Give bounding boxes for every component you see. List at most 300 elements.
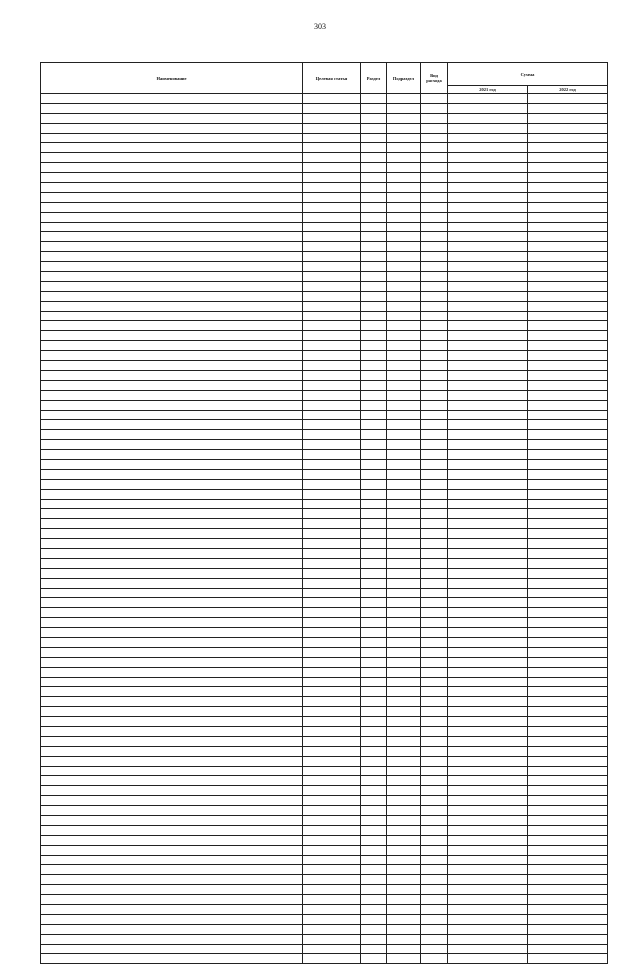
cell-name bbox=[41, 677, 303, 687]
cell-section bbox=[361, 588, 387, 598]
cell-amount-2021 bbox=[448, 687, 528, 697]
cell-expense-type bbox=[421, 637, 448, 647]
table-row bbox=[41, 370, 608, 380]
cell-name bbox=[41, 558, 303, 568]
cell-name bbox=[41, 143, 303, 153]
cell-subsection bbox=[387, 914, 421, 924]
cell-amount-2021 bbox=[448, 410, 528, 420]
cell-amount-2021 bbox=[448, 272, 528, 282]
cell-code bbox=[303, 914, 361, 924]
cell-name bbox=[41, 895, 303, 905]
table-row bbox=[41, 756, 608, 766]
cell-expense-type bbox=[421, 697, 448, 707]
cell-code bbox=[303, 835, 361, 845]
cell-amount-2021 bbox=[448, 222, 528, 232]
cell-subsection bbox=[387, 351, 421, 361]
cell-amount-2021 bbox=[448, 499, 528, 509]
cell-name bbox=[41, 934, 303, 944]
cell-amount-2021 bbox=[448, 489, 528, 499]
cell-name bbox=[41, 469, 303, 479]
cell-expense-type bbox=[421, 954, 448, 964]
cell-subsection bbox=[387, 736, 421, 746]
cell-name bbox=[41, 123, 303, 133]
cell-expense-type bbox=[421, 212, 448, 222]
cell-amount-2021 bbox=[448, 776, 528, 786]
table-row bbox=[41, 252, 608, 262]
cell-code bbox=[303, 647, 361, 657]
cell-code bbox=[303, 677, 361, 687]
cell-code bbox=[303, 855, 361, 865]
cell-section bbox=[361, 341, 387, 351]
cell-expense-type bbox=[421, 202, 448, 212]
cell-name bbox=[41, 202, 303, 212]
cell-expense-type bbox=[421, 736, 448, 746]
cell-name bbox=[41, 420, 303, 430]
cell-name bbox=[41, 430, 303, 440]
cell-name bbox=[41, 400, 303, 410]
cell-subsection bbox=[387, 806, 421, 816]
cell-expense-type bbox=[421, 232, 448, 242]
cell-subsection bbox=[387, 657, 421, 667]
cell-amount-2022 bbox=[528, 440, 608, 450]
cell-code bbox=[303, 123, 361, 133]
cell-amount-2022 bbox=[528, 697, 608, 707]
cell-expense-type bbox=[421, 825, 448, 835]
cell-expense-type bbox=[421, 183, 448, 193]
table-row bbox=[41, 885, 608, 895]
cell-amount-2022 bbox=[528, 944, 608, 954]
cell-amount-2021 bbox=[448, 202, 528, 212]
cell-name bbox=[41, 855, 303, 865]
cell-name bbox=[41, 657, 303, 667]
cell-name bbox=[41, 707, 303, 717]
cell-code bbox=[303, 103, 361, 113]
cell-section bbox=[361, 578, 387, 588]
table-row bbox=[41, 123, 608, 133]
cell-expense-type bbox=[421, 499, 448, 509]
cell-code bbox=[303, 380, 361, 390]
cell-section bbox=[361, 608, 387, 618]
cell-expense-type bbox=[421, 924, 448, 934]
table-row bbox=[41, 796, 608, 806]
cell-section bbox=[361, 281, 387, 291]
cell-amount-2021 bbox=[448, 321, 528, 331]
cell-expense-type bbox=[421, 687, 448, 697]
cell-amount-2022 bbox=[528, 509, 608, 519]
cell-code bbox=[303, 202, 361, 212]
cell-name bbox=[41, 687, 303, 697]
cell-section bbox=[361, 845, 387, 855]
cell-amount-2021 bbox=[448, 351, 528, 361]
table-row bbox=[41, 677, 608, 687]
cell-name bbox=[41, 341, 303, 351]
cell-amount-2021 bbox=[448, 598, 528, 608]
cell-name bbox=[41, 103, 303, 113]
table-row bbox=[41, 598, 608, 608]
cell-expense-type bbox=[421, 539, 448, 549]
cell-amount-2022 bbox=[528, 430, 608, 440]
table-row bbox=[41, 489, 608, 499]
cell-amount-2022 bbox=[528, 598, 608, 608]
cell-name bbox=[41, 667, 303, 677]
cell-section bbox=[361, 954, 387, 964]
cell-amount-2021 bbox=[448, 736, 528, 746]
cell-section bbox=[361, 291, 387, 301]
cell-code bbox=[303, 291, 361, 301]
cell-section bbox=[361, 667, 387, 677]
cell-amount-2021 bbox=[448, 183, 528, 193]
cell-amount-2022 bbox=[528, 934, 608, 944]
cell-amount-2021 bbox=[448, 727, 528, 737]
cell-name bbox=[41, 281, 303, 291]
cell-name bbox=[41, 242, 303, 252]
cell-expense-type bbox=[421, 222, 448, 232]
cell-expense-type bbox=[421, 123, 448, 133]
cell-name bbox=[41, 489, 303, 499]
cell-amount-2022 bbox=[528, 895, 608, 905]
cell-amount-2022 bbox=[528, 103, 608, 113]
cell-name bbox=[41, 519, 303, 529]
cell-amount-2022 bbox=[528, 637, 608, 647]
header-section: Раздел bbox=[361, 63, 387, 94]
cell-expense-type bbox=[421, 163, 448, 173]
cell-code bbox=[303, 410, 361, 420]
cell-expense-type bbox=[421, 301, 448, 311]
cell-name bbox=[41, 786, 303, 796]
cell-section bbox=[361, 707, 387, 717]
cell-amount-2021 bbox=[448, 173, 528, 183]
cell-code bbox=[303, 153, 361, 163]
cell-code bbox=[303, 509, 361, 519]
table-row bbox=[41, 469, 608, 479]
cell-code bbox=[303, 944, 361, 954]
cell-amount-2022 bbox=[528, 390, 608, 400]
cell-code bbox=[303, 341, 361, 351]
cell-expense-type bbox=[421, 390, 448, 400]
header-expense-type: Вид расхода bbox=[421, 63, 448, 94]
cell-name bbox=[41, 578, 303, 588]
cell-name bbox=[41, 509, 303, 519]
table-row bbox=[41, 311, 608, 321]
cell-subsection bbox=[387, 717, 421, 727]
cell-section bbox=[361, 183, 387, 193]
cell-name bbox=[41, 637, 303, 647]
cell-section bbox=[361, 905, 387, 915]
table-row bbox=[41, 400, 608, 410]
cell-code bbox=[303, 183, 361, 193]
cell-code bbox=[303, 113, 361, 123]
cell-subsection bbox=[387, 410, 421, 420]
cell-section bbox=[361, 796, 387, 806]
cell-section bbox=[361, 875, 387, 885]
cell-name bbox=[41, 301, 303, 311]
cell-expense-type bbox=[421, 192, 448, 202]
cell-amount-2021 bbox=[448, 469, 528, 479]
cell-section bbox=[361, 113, 387, 123]
cell-amount-2022 bbox=[528, 855, 608, 865]
cell-expense-type bbox=[421, 905, 448, 915]
cell-amount-2022 bbox=[528, 865, 608, 875]
cell-subsection bbox=[387, 103, 421, 113]
table-row bbox=[41, 183, 608, 193]
cell-expense-type bbox=[421, 647, 448, 657]
cell-code bbox=[303, 628, 361, 638]
cell-expense-type bbox=[421, 717, 448, 727]
cell-subsection bbox=[387, 776, 421, 786]
cell-code bbox=[303, 163, 361, 173]
cell-subsection bbox=[387, 469, 421, 479]
cell-code bbox=[303, 776, 361, 786]
table-row bbox=[41, 875, 608, 885]
cell-amount-2021 bbox=[448, 835, 528, 845]
cell-amount-2021 bbox=[448, 914, 528, 924]
table-row bbox=[41, 232, 608, 242]
cell-name bbox=[41, 232, 303, 242]
cell-section bbox=[361, 776, 387, 786]
cell-expense-type bbox=[421, 707, 448, 717]
cell-amount-2021 bbox=[448, 123, 528, 133]
cell-code bbox=[303, 459, 361, 469]
cell-name bbox=[41, 835, 303, 845]
cell-subsection bbox=[387, 796, 421, 806]
cell-subsection bbox=[387, 430, 421, 440]
cell-name bbox=[41, 905, 303, 915]
cell-name bbox=[41, 390, 303, 400]
cell-name bbox=[41, 380, 303, 390]
cell-code bbox=[303, 657, 361, 667]
cell-amount-2022 bbox=[528, 905, 608, 915]
cell-code bbox=[303, 845, 361, 855]
cell-section bbox=[361, 637, 387, 647]
cell-amount-2021 bbox=[448, 588, 528, 598]
cell-code bbox=[303, 786, 361, 796]
cell-section bbox=[361, 529, 387, 539]
cell-amount-2022 bbox=[528, 420, 608, 430]
cell-code bbox=[303, 192, 361, 202]
cell-code bbox=[303, 637, 361, 647]
cell-amount-2021 bbox=[448, 380, 528, 390]
cell-amount-2022 bbox=[528, 707, 608, 717]
cell-name bbox=[41, 954, 303, 964]
cell-name bbox=[41, 262, 303, 272]
table-row bbox=[41, 825, 608, 835]
cell-amount-2021 bbox=[448, 509, 528, 519]
cell-amount-2022 bbox=[528, 212, 608, 222]
cell-expense-type bbox=[421, 677, 448, 687]
table-header-row bbox=[41, 63, 608, 86]
cell-expense-type bbox=[421, 450, 448, 460]
table-row bbox=[41, 361, 608, 371]
table-row bbox=[41, 816, 608, 826]
table-row bbox=[41, 301, 608, 311]
cell-code bbox=[303, 588, 361, 598]
cell-code bbox=[303, 489, 361, 499]
cell-section bbox=[361, 885, 387, 895]
cell-amount-2022 bbox=[528, 816, 608, 826]
cell-name bbox=[41, 331, 303, 341]
cell-expense-type bbox=[421, 944, 448, 954]
cell-name bbox=[41, 173, 303, 183]
cell-expense-type bbox=[421, 281, 448, 291]
cell-code bbox=[303, 529, 361, 539]
table-row bbox=[41, 410, 608, 420]
table-row bbox=[41, 588, 608, 598]
cell-subsection bbox=[387, 370, 421, 380]
cell-amount-2021 bbox=[448, 390, 528, 400]
cell-subsection bbox=[387, 183, 421, 193]
cell-section bbox=[361, 479, 387, 489]
cell-amount-2021 bbox=[448, 370, 528, 380]
cell-amount-2021 bbox=[448, 212, 528, 222]
cell-name bbox=[41, 588, 303, 598]
cell-expense-type bbox=[421, 341, 448, 351]
cell-section bbox=[361, 806, 387, 816]
cell-amount-2021 bbox=[448, 657, 528, 667]
cell-expense-type bbox=[421, 272, 448, 282]
cell-subsection bbox=[387, 380, 421, 390]
table-row bbox=[41, 736, 608, 746]
cell-section bbox=[361, 628, 387, 638]
cell-amount-2021 bbox=[448, 163, 528, 173]
cell-amount-2022 bbox=[528, 321, 608, 331]
cell-expense-type bbox=[421, 865, 448, 875]
cell-subsection bbox=[387, 875, 421, 885]
cell-subsection bbox=[387, 578, 421, 588]
cell-section bbox=[361, 657, 387, 667]
cell-amount-2021 bbox=[448, 786, 528, 796]
cell-section bbox=[361, 727, 387, 737]
cell-section bbox=[361, 677, 387, 687]
cell-subsection bbox=[387, 153, 421, 163]
cell-section bbox=[361, 163, 387, 173]
cell-amount-2021 bbox=[448, 895, 528, 905]
cell-amount-2021 bbox=[448, 281, 528, 291]
cell-section bbox=[361, 272, 387, 282]
cell-name bbox=[41, 539, 303, 549]
cell-expense-type bbox=[421, 459, 448, 469]
cell-subsection bbox=[387, 133, 421, 143]
cell-amount-2021 bbox=[448, 568, 528, 578]
cell-subsection bbox=[387, 301, 421, 311]
cell-section bbox=[361, 410, 387, 420]
cell-amount-2021 bbox=[448, 301, 528, 311]
cell-amount-2022 bbox=[528, 341, 608, 351]
cell-expense-type bbox=[421, 914, 448, 924]
cell-code bbox=[303, 608, 361, 618]
cell-subsection bbox=[387, 242, 421, 252]
cell-amount-2022 bbox=[528, 301, 608, 311]
table-row bbox=[41, 113, 608, 123]
cell-amount-2022 bbox=[528, 291, 608, 301]
cell-name bbox=[41, 410, 303, 420]
cell-section bbox=[361, 717, 387, 727]
cell-code bbox=[303, 598, 361, 608]
cell-section bbox=[361, 252, 387, 262]
cell-amount-2021 bbox=[448, 796, 528, 806]
table-row bbox=[41, 944, 608, 954]
cell-expense-type bbox=[421, 816, 448, 826]
cell-amount-2021 bbox=[448, 113, 528, 123]
cell-amount-2021 bbox=[448, 539, 528, 549]
cell-code bbox=[303, 272, 361, 282]
cell-amount-2021 bbox=[448, 291, 528, 301]
cell-subsection bbox=[387, 588, 421, 598]
table-row bbox=[41, 380, 608, 390]
cell-amount-2022 bbox=[528, 143, 608, 153]
cell-amount-2021 bbox=[448, 865, 528, 875]
cell-subsection bbox=[387, 361, 421, 371]
cell-amount-2022 bbox=[528, 94, 608, 104]
table-row bbox=[41, 895, 608, 905]
table-row bbox=[41, 450, 608, 460]
cell-amount-2021 bbox=[448, 529, 528, 539]
cell-amount-2021 bbox=[448, 361, 528, 371]
table-row bbox=[41, 173, 608, 183]
table-row bbox=[41, 242, 608, 252]
cell-code bbox=[303, 499, 361, 509]
cell-subsection bbox=[387, 212, 421, 222]
cell-section bbox=[361, 153, 387, 163]
cell-code bbox=[303, 390, 361, 400]
cell-name bbox=[41, 321, 303, 331]
cell-section bbox=[361, 539, 387, 549]
cell-name bbox=[41, 529, 303, 539]
cell-code bbox=[303, 558, 361, 568]
cell-section bbox=[361, 390, 387, 400]
header-sum: Сумма bbox=[448, 63, 608, 86]
cell-amount-2021 bbox=[448, 746, 528, 756]
table-row bbox=[41, 440, 608, 450]
cell-amount-2022 bbox=[528, 717, 608, 727]
cell-section bbox=[361, 242, 387, 252]
cell-name bbox=[41, 796, 303, 806]
cell-section bbox=[361, 133, 387, 143]
cell-amount-2022 bbox=[528, 459, 608, 469]
cell-expense-type bbox=[421, 331, 448, 341]
cell-section bbox=[361, 430, 387, 440]
cell-name bbox=[41, 736, 303, 746]
cell-section bbox=[361, 568, 387, 578]
cell-subsection bbox=[387, 499, 421, 509]
cell-subsection bbox=[387, 855, 421, 865]
cell-code bbox=[303, 143, 361, 153]
cell-code bbox=[303, 568, 361, 578]
cell-amount-2022 bbox=[528, 736, 608, 746]
cell-subsection bbox=[387, 529, 421, 539]
cell-name bbox=[41, 845, 303, 855]
cell-subsection bbox=[387, 816, 421, 826]
cell-amount-2022 bbox=[528, 123, 608, 133]
cell-code bbox=[303, 212, 361, 222]
cell-name bbox=[41, 548, 303, 558]
cell-amount-2022 bbox=[528, 796, 608, 806]
cell-code bbox=[303, 825, 361, 835]
cell-expense-type bbox=[421, 153, 448, 163]
cell-name bbox=[41, 252, 303, 262]
cell-section bbox=[361, 361, 387, 371]
cell-amount-2022 bbox=[528, 202, 608, 212]
cell-section bbox=[361, 450, 387, 460]
cell-amount-2021 bbox=[448, 103, 528, 113]
cell-code bbox=[303, 796, 361, 806]
cell-section bbox=[361, 499, 387, 509]
cell-section bbox=[361, 440, 387, 450]
cell-section bbox=[361, 232, 387, 242]
cell-expense-type bbox=[421, 440, 448, 450]
cell-name bbox=[41, 608, 303, 618]
cell-amount-2022 bbox=[528, 410, 608, 420]
cell-section bbox=[361, 746, 387, 756]
